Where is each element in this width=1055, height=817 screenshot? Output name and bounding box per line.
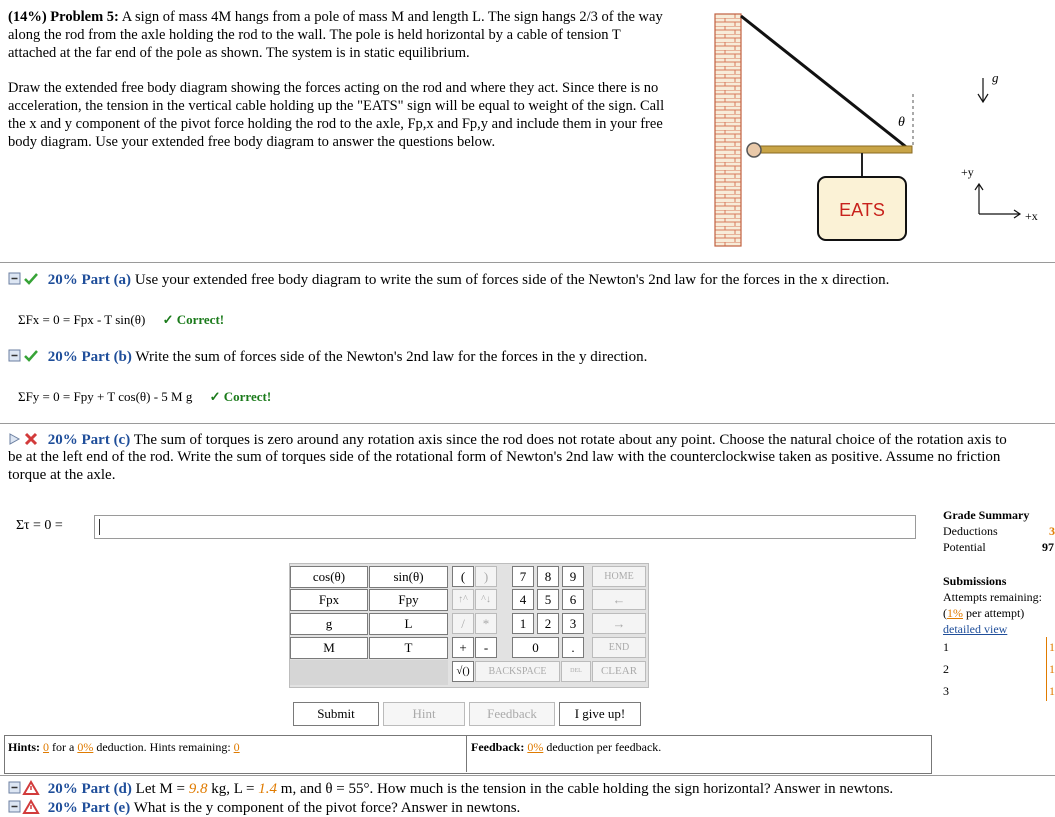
key-cos[interactable]: cos(θ) bbox=[290, 566, 368, 588]
key-sin[interactable]: sin(θ) bbox=[369, 566, 448, 588]
key-fpy[interactable]: Fpy bbox=[369, 589, 448, 611]
wall bbox=[715, 14, 741, 246]
axle-pivot bbox=[747, 143, 761, 157]
grade-summary: Grade Summary Deductions 3 Potential 97 Submissions Attempts remaining: (1% per attempt) detailed view 1 2 3 1 1 1 bbox=[943, 507, 1055, 701]
key-del[interactable]: DEL bbox=[561, 661, 591, 682]
key-decimal[interactable]: . bbox=[562, 637, 584, 658]
key-fpx[interactable]: Fpx bbox=[290, 589, 368, 611]
key-right[interactable]: → bbox=[592, 613, 646, 634]
collapse-icon[interactable] bbox=[8, 780, 44, 796]
key-end[interactable]: END bbox=[592, 637, 646, 658]
gravity-label: g bbox=[992, 70, 999, 85]
part-c-text-3: torque at the axle. bbox=[8, 467, 116, 483]
key-backspace[interactable]: BACKSPACE bbox=[475, 661, 560, 682]
key-g[interactable]: g bbox=[290, 613, 368, 635]
give-up-button[interactable]: I give up! bbox=[559, 702, 641, 726]
key-7[interactable]: 7 bbox=[512, 566, 534, 587]
key-close-paren[interactable]: ) bbox=[475, 566, 497, 587]
plus-y-label: +y bbox=[961, 165, 974, 179]
key-0[interactable]: 0 bbox=[512, 637, 559, 658]
key-home[interactable]: HOME bbox=[592, 566, 646, 587]
part-b-answer: ΣFy = 0 = Fpy + T cos(θ) - 5 M g ✓ Correct! bbox=[18, 389, 272, 404]
plus-x-label: +x bbox=[1025, 209, 1038, 223]
key-sqrt[interactable]: √() bbox=[452, 661, 474, 682]
part-a-header: 20% Part (a) Use your extended free body diagram to write the sum of forces side of the Newton's 2nd law for the forces in the x direction. bbox=[8, 271, 889, 289]
problem-para2: Draw the extended free body diagram showing the forces acting on the rod and where they act. Since there is no acceleration, the tension in the vertical cable holding up the "EATS" sign will be equal to weight of the sign. Call the x and y component of the pivot force holding the rod to the axle, Fp,x and Fp,y and include them in your free body diagram. Use your extended free body diagram to answer the questions below. bbox=[8, 80, 665, 150]
part-b-header: 20% Part (b) Write the sum of forces side of the Newton's 2nd law for the forces in the y direction. bbox=[8, 348, 647, 366]
key-minus[interactable]: - bbox=[475, 637, 497, 658]
pole-rod bbox=[754, 146, 912, 153]
check-icon bbox=[25, 351, 37, 360]
key-1[interactable]: 1 bbox=[512, 613, 534, 634]
key-divide[interactable]: / bbox=[452, 613, 474, 634]
incorrect-icon bbox=[26, 434, 36, 444]
divider bbox=[0, 423, 1055, 424]
key-multiply[interactable]: * bbox=[475, 613, 497, 634]
problem-para1: A sign of mass 4M hangs from a pole of mass M and length L. The sign hangs 2/3 of the way along the rod from the axle holding the rod to the wall. The pole is held horizontal by a cable of tension T attached at the far end of the pole as shown. The system is in static equilibrium. bbox=[8, 9, 663, 61]
part-a-answer: ΣFx = 0 = Fpx - T sin(θ) ✓ Correct! bbox=[18, 312, 225, 327]
torque-equation-label: Στ = 0 = bbox=[16, 518, 63, 533]
detailed-view-link[interactable]: detailed view bbox=[943, 622, 1008, 636]
key-3[interactable]: 3 bbox=[562, 613, 584, 634]
key-m[interactable]: M bbox=[290, 637, 368, 659]
part-d-header: 20% Part (d) Let M = 9.8 kg, L = 1.4 m, and θ = 55°. How much is the tension in the cable holding the sign horizontal? Answer in newtons. bbox=[8, 780, 893, 798]
key-plus[interactable]: + bbox=[452, 637, 474, 658]
part-c-text-2: be at the left end of the rod. Write the sum of torques side of the rotational form of Newton's 2nd law with the counterclockwise taken as positive. Assume no friction bbox=[8, 449, 1001, 465]
keypad-empty-row bbox=[290, 660, 448, 685]
key-4[interactable]: 4 bbox=[512, 589, 534, 610]
check-icon bbox=[25, 274, 37, 283]
expand-icon[interactable] bbox=[8, 431, 44, 447]
hint-button[interactable]: Hint bbox=[383, 702, 465, 726]
key-subscript[interactable]: ^↓ bbox=[475, 589, 497, 610]
key-6[interactable]: 6 bbox=[562, 589, 584, 610]
correct-badge: ✓ Correct! bbox=[162, 312, 225, 327]
problem-statement bbox=[8, 8, 668, 168]
key-superscript[interactable]: ↑^ bbox=[452, 589, 474, 610]
submit-button[interactable]: Submit bbox=[293, 702, 379, 726]
problem-diagram bbox=[700, 10, 1050, 255]
key-9[interactable]: 9 bbox=[562, 566, 584, 587]
key-left[interactable]: ← bbox=[592, 589, 646, 610]
correct-badge: ✓ Correct! bbox=[209, 389, 272, 404]
feedback-info: Feedback: 0% deduction per feedback. bbox=[471, 740, 662, 754]
divider bbox=[0, 262, 1055, 263]
torque-answer-input[interactable] bbox=[94, 515, 916, 539]
key-2[interactable]: 2 bbox=[537, 613, 559, 634]
key-t[interactable]: T bbox=[369, 637, 448, 659]
key-clear[interactable]: CLEAR bbox=[592, 661, 646, 682]
key-open-paren[interactable]: ( bbox=[452, 566, 474, 587]
hints-info: Hints: 0 for a 0% deduction. Hints remaining: 0 bbox=[8, 740, 240, 754]
feedback-button[interactable]: Feedback bbox=[469, 702, 555, 726]
key-l[interactable]: L bbox=[369, 613, 448, 635]
key-5[interactable]: 5 bbox=[537, 589, 559, 610]
theta-label: θ bbox=[898, 115, 905, 130]
part-e-header: 20% Part (e) What is the y component of the pivot force? Answer in newtons. bbox=[8, 799, 520, 817]
collapse-icon[interactable] bbox=[8, 799, 44, 815]
collapse-icon[interactable] bbox=[8, 348, 44, 364]
divider bbox=[0, 775, 1055, 776]
cable bbox=[741, 16, 910, 150]
key-8[interactable]: 8 bbox=[537, 566, 559, 587]
problem-heading: (14%) Problem 5: bbox=[8, 9, 119, 25]
part-c-header: 20% Part (c) The sum of torques is zero around any rotation axis since the rod does not rotate about any point. Choose the natural choice of the rotation axis to bbox=[8, 431, 1007, 449]
collapse-icon[interactable] bbox=[8, 271, 44, 287]
sign-label: EATS bbox=[839, 200, 885, 220]
